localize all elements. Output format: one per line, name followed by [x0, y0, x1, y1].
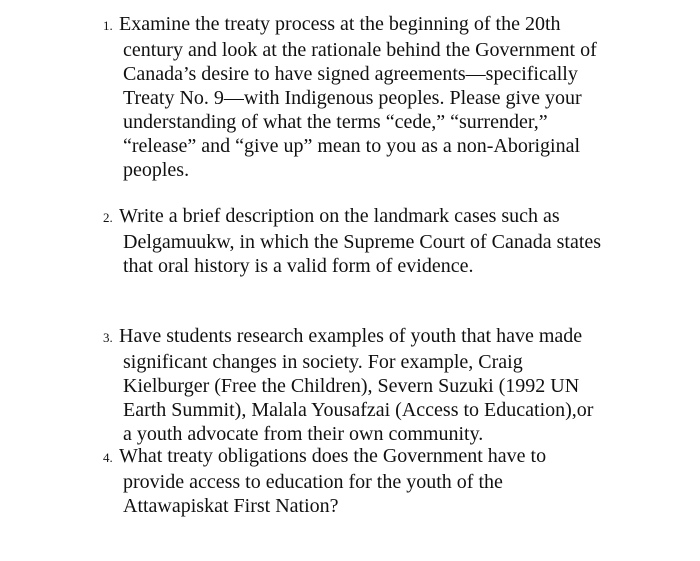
- question-line: provide access to education for the youth of the: [123, 471, 503, 493]
- question-2: [103, 204, 663, 278]
- question-line: 3. Have students research examples of youth that have made: [103, 324, 663, 350]
- question-line: Delgamuukw, in which the Supreme Court of Canada states: [123, 231, 602, 253]
- question-line: Treaty No. 9—with Indigenous peoples. Please give your: [123, 87, 582, 109]
- question-line: that oral history is a valid form of evidence.: [123, 255, 474, 277]
- question-4: [103, 444, 663, 518]
- question-number: 1.: [103, 18, 113, 33]
- question-line: understanding of what the terms “cede,” “surrender,”: [123, 111, 548, 133]
- question-line: 4. What treaty obligations does the Government have to: [103, 444, 663, 470]
- question-number: 3.: [103, 330, 113, 345]
- question-line: century and look at the rationale behind the Government of: [123, 39, 597, 61]
- question-line: Kielburger (Free the Children), Severn Suzuki (1992 UN: [123, 375, 580, 397]
- question-number: 4.: [103, 450, 113, 465]
- question-line: Canada’s desire to have signed agreements—specifically: [123, 63, 578, 85]
- question-line: “release” and “give up” mean to you as a non-Aboriginal: [123, 135, 581, 157]
- question-3: [103, 324, 663, 446]
- question-1: [103, 12, 663, 182]
- question-number: 2.: [103, 210, 113, 225]
- question-line: significant changes in society. For example, Craig: [123, 351, 523, 373]
- question-line: Attawapiskat First Nation?: [123, 495, 339, 517]
- question-line: Earth Summit), Malala Yousafzai (Access to Education),or: [123, 399, 594, 421]
- question-line: a youth advocate from their own community.: [123, 423, 484, 445]
- question-line: peoples.: [123, 159, 190, 181]
- question-line: 1. Examine the treaty process at the beginning of the 20th: [103, 12, 663, 38]
- question-line: 2. Write a brief description on the landmark cases such as: [103, 204, 663, 230]
